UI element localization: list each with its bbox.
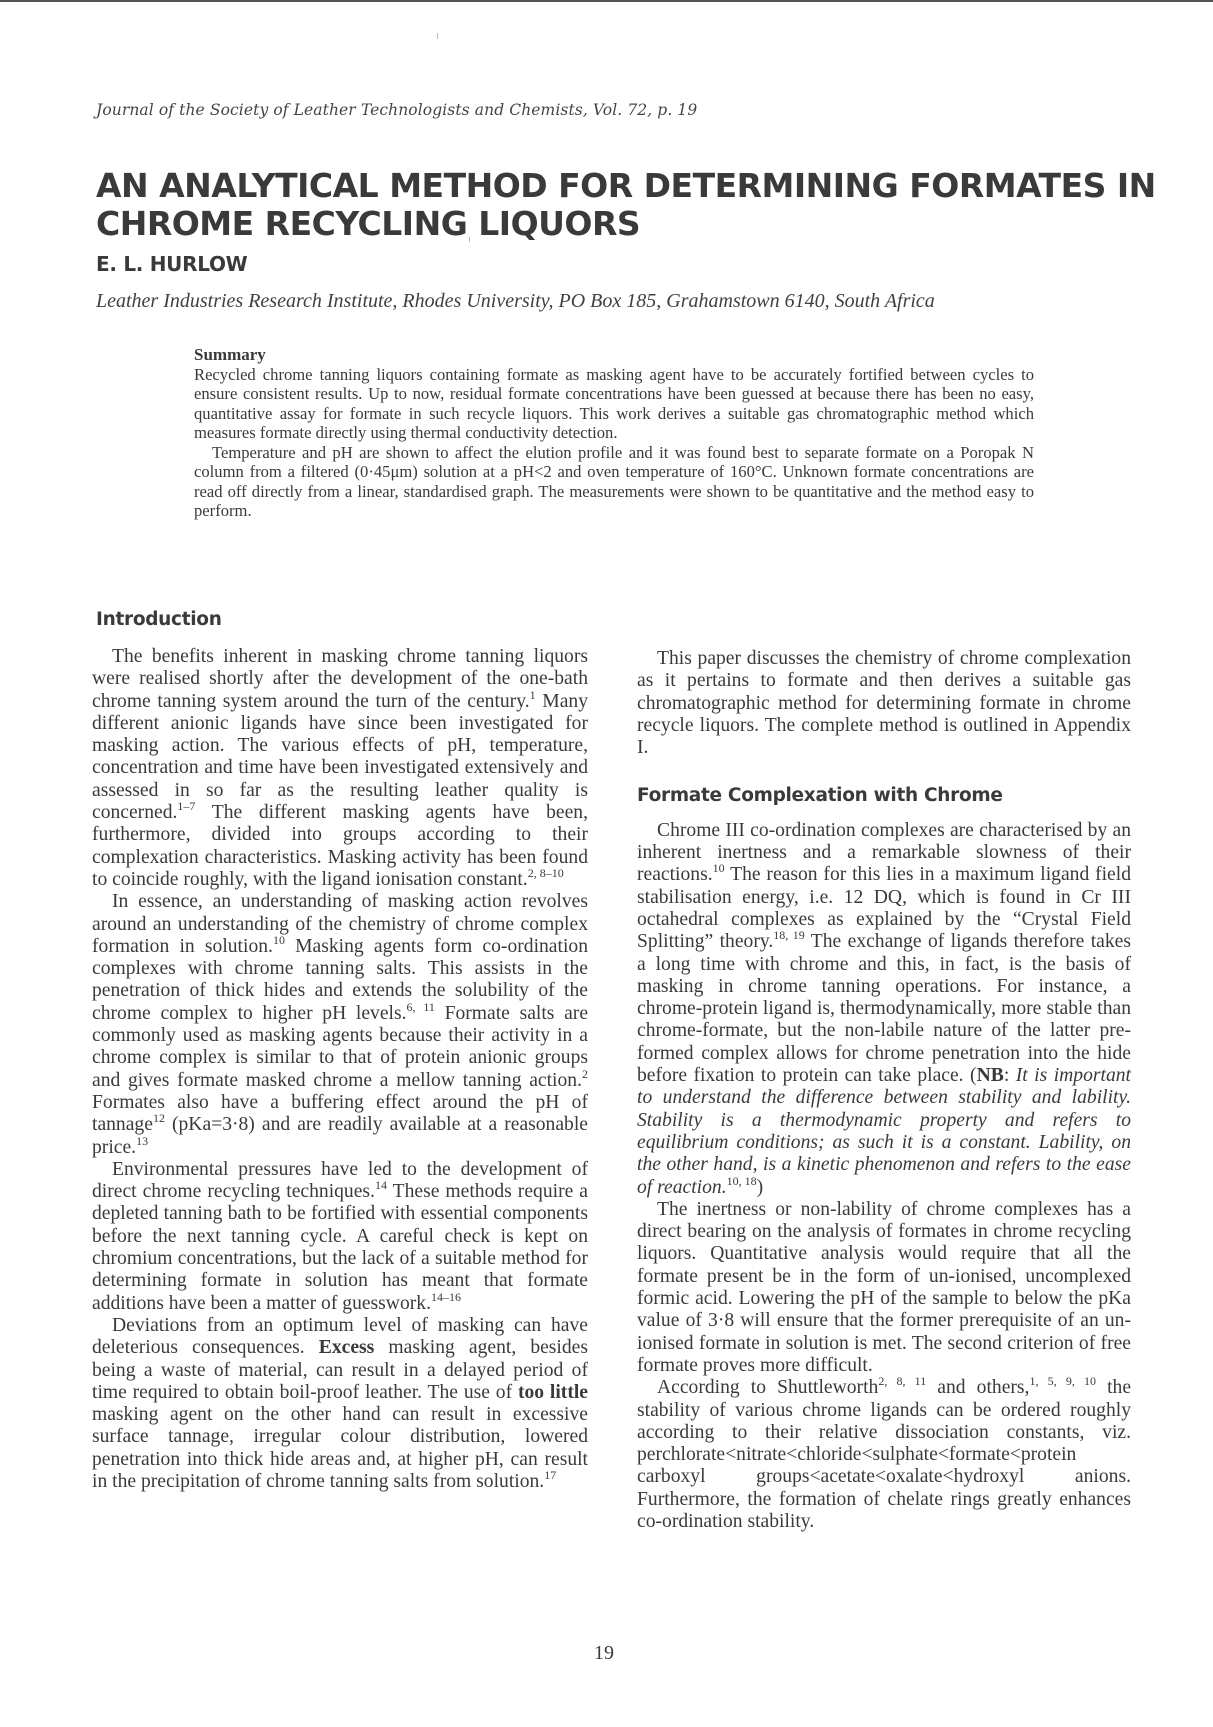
title-line-1: AN ANALYTICAL METHOD FOR DETERMINING FORMATES IN [96,166,1156,205]
complexation-paragraph: Chrome III co-ordination complexes are characterised by an inherent inertness and a remarkable slowness of their reactions.$^{10}$ The reason for this lies in a maximum ligand field stabilisation energy, i.e. 12 DQ, which is found in Cr III octahedral complexes as explained by the “Crystal Field Splitting” theory.$^{18, 19}$ The exchange of ligands therefore takes a long time with chrome and this, in fact, is the basis of masking in chrome tanning operations. For instance, a chrome-protein ligand is, thermodynamically, more stable than chrome-formate, but the non-labile nature of the latter pre-formed complex allows for chrome penetration into the hide before fixation to protein can take place. (NB: It is important to understand the difference between stability and lability. Stability is a thermodynamic property and refers to equilibrium conditions; as such it is a constant. Lability, on the other hand, is a kinetic phenomenon and refers to the ease of reaction.$^{10, 18}$) [637,819,1132,1198]
summary-paragraph: Recycled chrome tanning liquors containing formate as masking agent have to be accurately fortified between cycles to ensure consistent results. Up to now, residual formate concentrations have been guessed at because there has been no easy, quantitative assay for formate in such recycle liquors. This work derives a suitable gas chromatographic method which measures formate directly using thermal conductivity detection. [194,364,1034,442]
reference-superscript: 10 [272,932,285,947]
right-column [637,648,1131,1533]
reference-superscript: 10, 18 [726,1173,757,1188]
paper-scope-paragraph: This paper discusses the chemistry of chrome complexation as it pertains to formate and then derives a suitable gas chromatographic method for determining formate in chrome recycle liquors. The complete method is outlined in Appendix I. [637,648,1131,759]
reference-superscript: 6, 11 [406,999,435,1014]
intro-paragraph: Deviations from an optimum level of masking can have deleterious consequences. Excess masking agent, besides being a waste of material, can result in a delayed period of time required to obtain boil-proof leather. The use of too little masking agent on the other hand can result in excessive surface tannage, irregular colour distribution, lowered penetration into thick hide areas and, at higher pH, can result in the precipitation of chrome tanning salts from solution.$^{17}$ [92,1314,588,1492]
intro-paragraph: Environmental pressures have led to the development of direct chrome recycling techniques.$^{14}$ These methods require a depleted tanning bath to be fortified with essential components before the next tanning cycle. A careful check is kept on chromium concentrations, but the lack of a suitable method for determining formate in solution has meant that formate additions have been a matter of guesswork.$^{14-16}$ [92,1158,588,1314]
summary-heading: Summary [194,345,266,364]
complexation-paragraph: The inertness or non-lability of chrome complexes has a direct bearing on the analysis of formates in chrome recycling liquors. Quantitative analysis would require that all the formate present be in the form of un-ionised, uncomplexed formic acid. Lowering the pH of the sample to below the pKa value of 3·8 will ensure that the former prerequisite of an un-ionised formate in solution is met. The second criterion of free formate proves more difficult. [637,1198,1131,1376]
reference-superscript: 12 [152,1111,165,1126]
reference-superscript: 10 [712,861,725,876]
reference-superscript: 14–16 [430,1289,461,1304]
page-top-border [0,0,1213,2]
intro-paragraph: In essence, an understanding of masking action revolves around an understanding of the chemistry of chrome complex formation in solution.$^{10}$ Masking agents form co-ordination complexes with chrome tanning salts. This assists in the penetration of thick hides and extends the solubility of the chrome complex to higher pH levels.$^{6, 11}$ Formate salts are commonly used as masking agents because their activity in a chrome complex is similar to that of protein anionic groups and gives formate masked chrome a mellow tanning action.$^2$ Formates also have a buffering effect around the pH of tannage$^{12}$ (pKa=3·8) and are readily available at a reasonable price.$^{13}$ [92,891,589,1158]
scan-speck [437,33,438,39]
summary-block [194,345,1034,521]
journal-citation: Journal of the Society of Leather Technologists and Chemists, Vol. 72, p. 19 [96,101,698,119]
author-name: E. L. HURLOW [96,252,248,276]
article-title [96,167,1156,243]
reference-superscript: 14 [374,1178,387,1193]
page-number: 19 [594,1642,614,1664]
summary-paragraph: Temperature and pH are shown to affect the elution profile and it was found best to separate formate on a Poropak N column from a filtered (0·45μm) solution at a pH<2 and oven temperature of 160°C. Unknown formate concentrations are read off directly from a linear, standardised graph. The measurements were shown to be quantitative and the method easy to perform. [194,442,1034,520]
reference-superscript: 13 [136,1133,149,1148]
reference-superscript: 2, 8–10 [527,865,564,880]
title-line-2: CHROME RECYCLING LIQUORS [96,204,641,243]
reference-superscript: 2 [582,1066,588,1081]
left-column [92,646,588,1493]
reference-superscript: 1 [529,687,536,702]
intro-paragraph: The benefits inherent in masking chrome tanning liquors were realised shortly after the development of the one-bath chrome tanning system around the turn of the century.$^1$ Many different anionic ligands have since been investigated for masking action. The various effects of pH, temperature, concentration and time have been investigated extensively and assessed in so far as the resulting leather quality is concerned.$^{1-7}$ The different masking agents have been, furthermore, divided into groups according to their complexation characteristics. Masking activity has been found to coincide roughly, with the ligand ionisation constant.$^{2, 8-10}$ [92,646,588,890]
reference-superscript: 2, 8, 11 [878,1374,927,1389]
reference-superscript: 18, 19 [773,928,805,943]
reference-superscript: 1, 5, 9, 10 [1029,1374,1096,1389]
formate-complexation-heading: Formate Complexation with Chrome [637,785,1003,807]
reference-superscript: 17 [544,1467,557,1482]
complexation-paragraph: According to Shuttleworth$^{2, 8, 11}$ and others,$^{1, 5, 9, 10}$ the stability of various chrome ligands can be ordered roughly according to their relative dissociation constants, viz. perchlorate<nitrate<chloride<sulphate<formate<protein carboxyl groups<acetate<oxalate<hydroxyl anions. Furthermore, the formation of chelate rings greatly enhances co-ordination stability. [637,1374,1132,1532]
introduction-heading: Introduction [96,609,222,630]
author-affiliation: Leather Industries Research Institute, Rhodes University, PO Box 185, Grahamstown 6140, South Africa [96,290,935,312]
reference-superscript: 1–7 [177,799,196,814]
